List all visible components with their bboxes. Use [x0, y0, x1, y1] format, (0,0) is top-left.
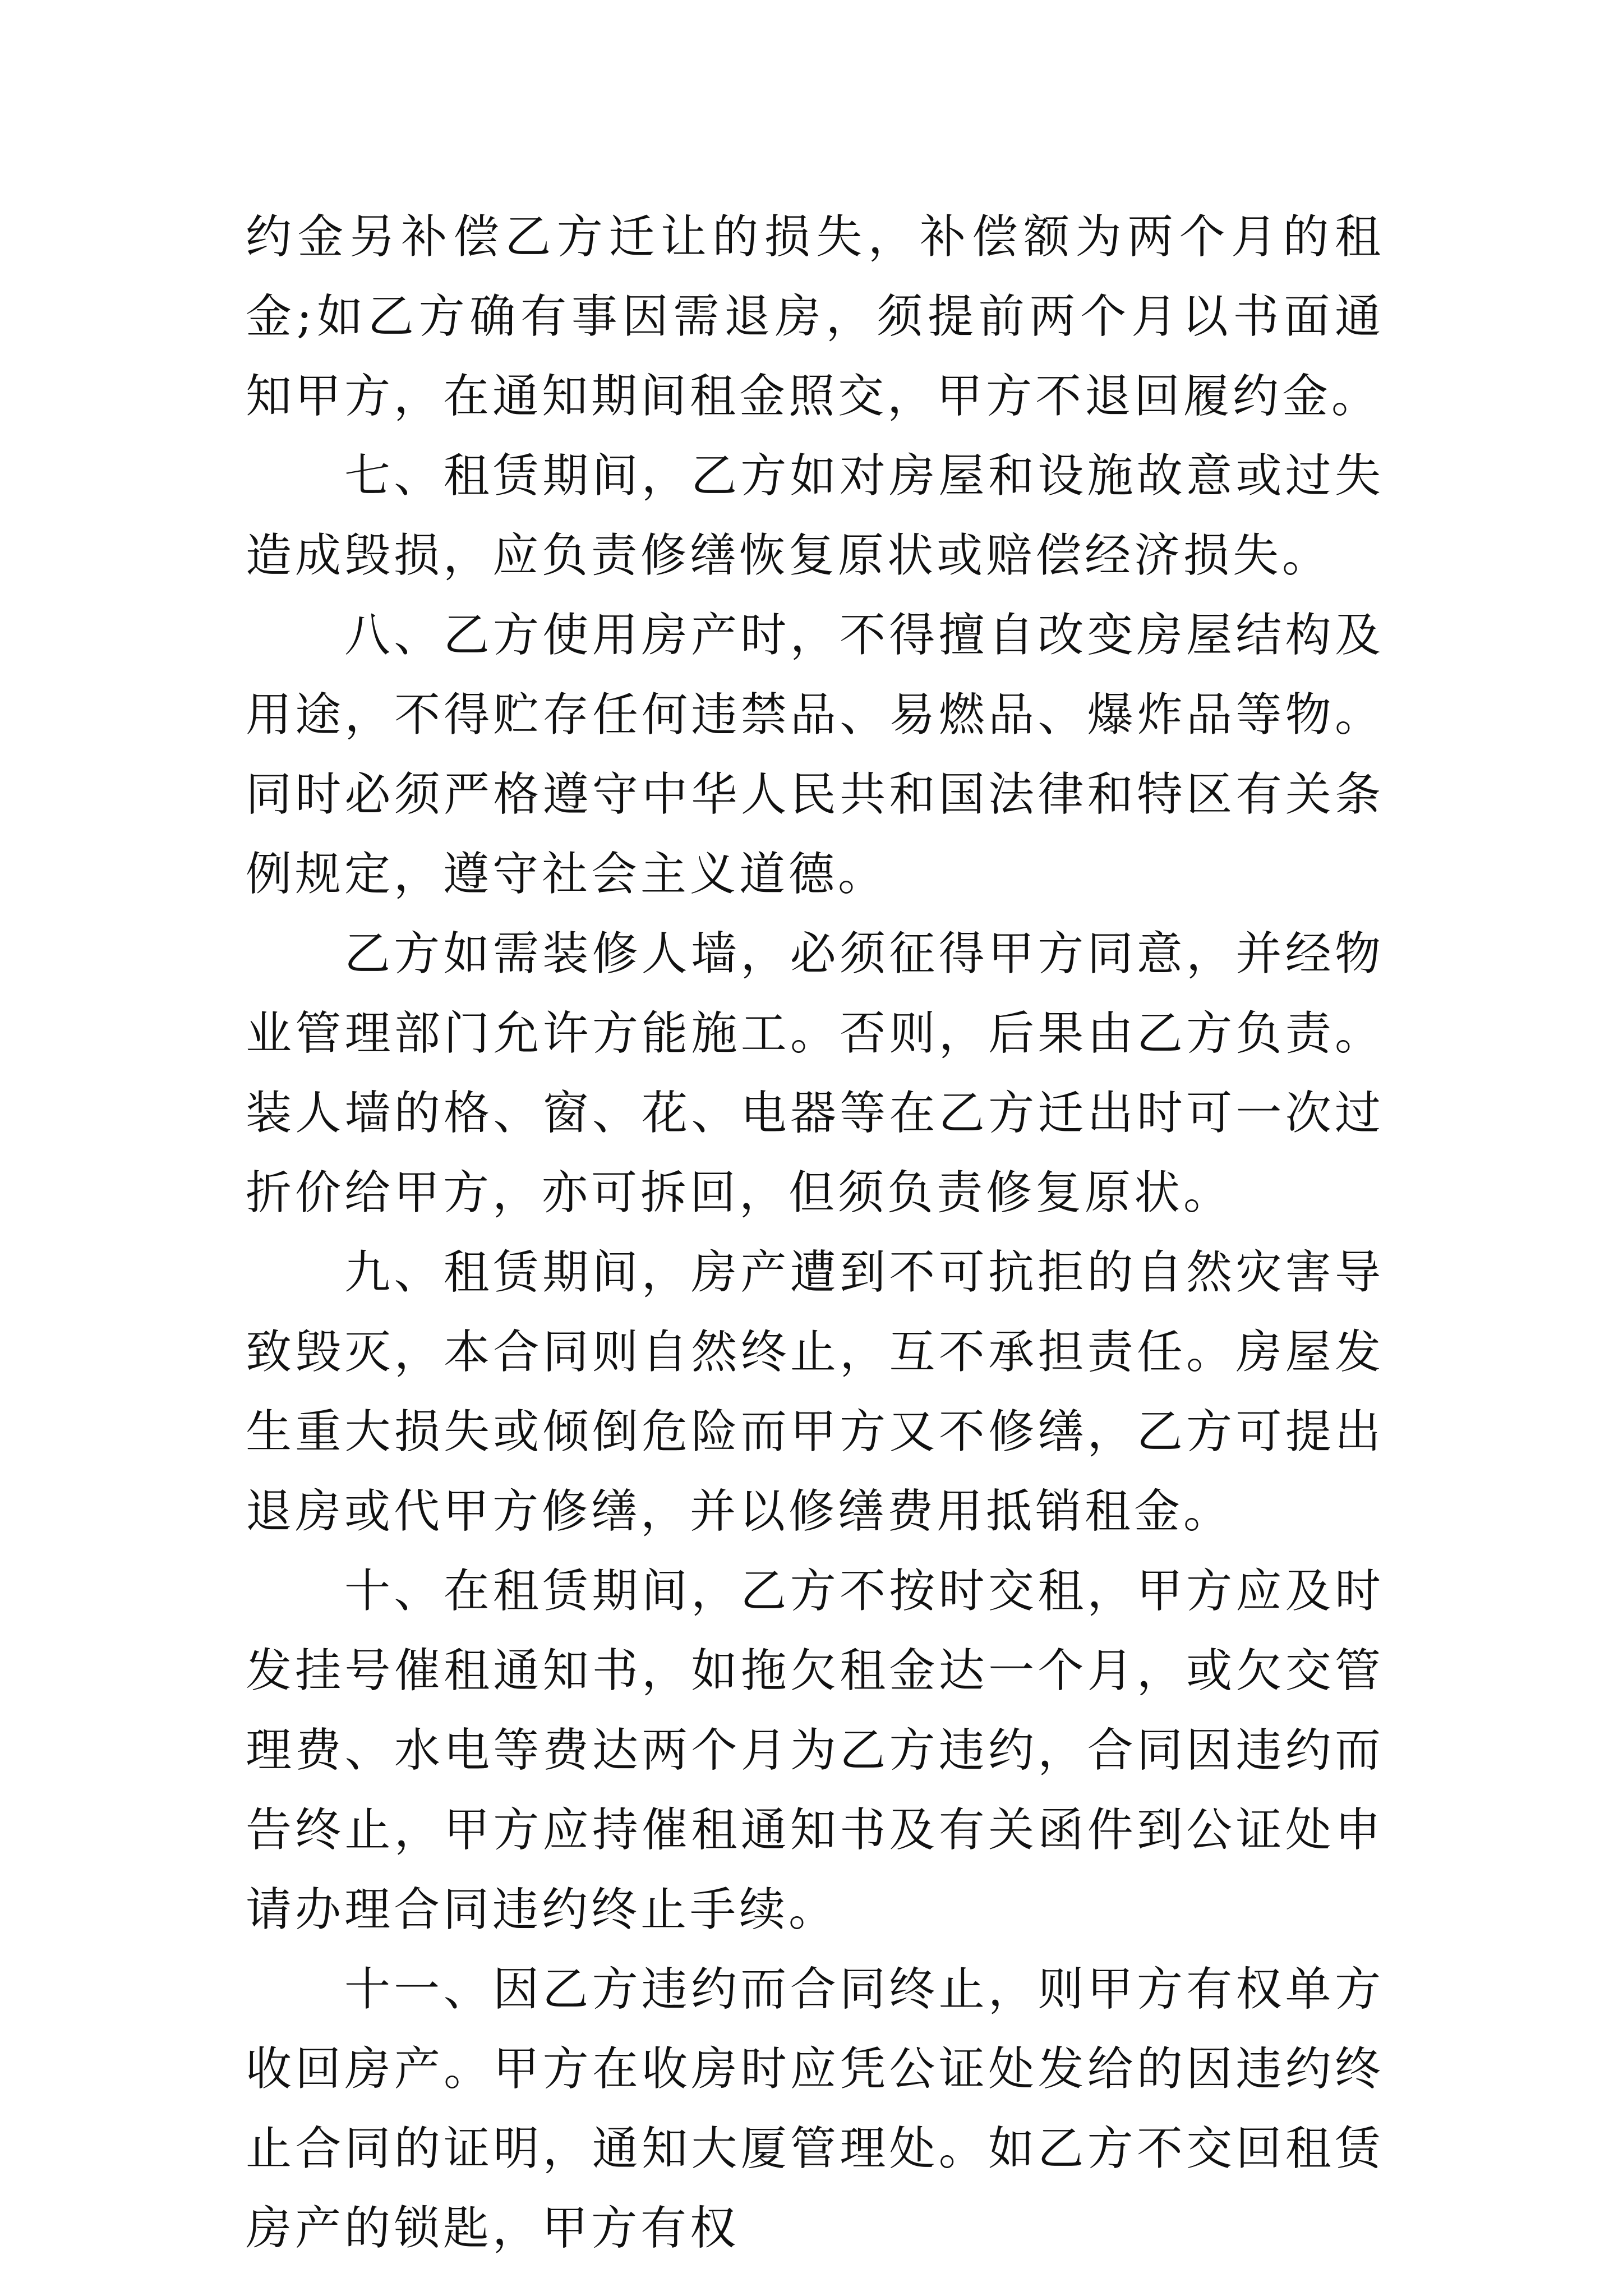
paragraph-clause-10: 十、在租赁期间，乙方不按时交租，甲方应及时发挂号催租通知书，如拖欠租金达一个月，或欠交管理费、水电等费达两个月为乙方违约，合同因违约而告终止，甲方应持催租通知书及有关函件到公证处申请办理合同违约终止手续。 [246, 1565, 1384, 1936]
paragraph-clause-11: 十一、因乙方违约而合同终止，则甲方有权单方收回房产。甲方在收房时应凭公证处发给的因违约终止合同的证明，通知大厦管理处。如乙方不交回租赁房产的锁匙，甲方有权 [246, 1963, 1384, 2255]
paragraph-renovation: 乙方如需装修人墙，必须征得甲方同意，并经物业管理部门允许方能施工。否则，后果由乙方负责。装人墙的格、窗、花、电器等在乙方迁出时可一次过折价给甲方，亦可拆回，但须负责修复原状。 [246, 927, 1384, 1220]
paragraph-clause-7: 七、租赁期间，乙方如对房屋和设施故意或过失造成毁损，应负责修缮恢复原状或赔偿经济损失。 [246, 449, 1384, 582]
paragraph-compensation: 约金另补偿乙方迁让的损失，补偿额为两个月的租金;如乙方确有事因需退房，须提前两个月以书面通知甲方，在通知期间租金照交，甲方不退回履约金。 [246, 210, 1384, 423]
paragraph-clause-9: 九、租赁期间，房产遭到不可抗拒的自然灾害导致毁灭，本合同则自然终止，互不承担责任。房屋发生重大损失或倾倒危险而甲方又不修缮，乙方可提出退房或代甲方修缮，并以修缮费用抵销租金。 [246, 1246, 1384, 1538]
paragraph-clause-8: 八、乙方使用房产时，不得擅自改变房屋结构及用途，不得贮存任何违禁品、易燃品、爆炸品等物。同时必须严格遵守中华人民共和国法律和特区有关条例规定，遵守社会主义道德。 [246, 609, 1384, 901]
document-body [246, 197, 1384, 2269]
